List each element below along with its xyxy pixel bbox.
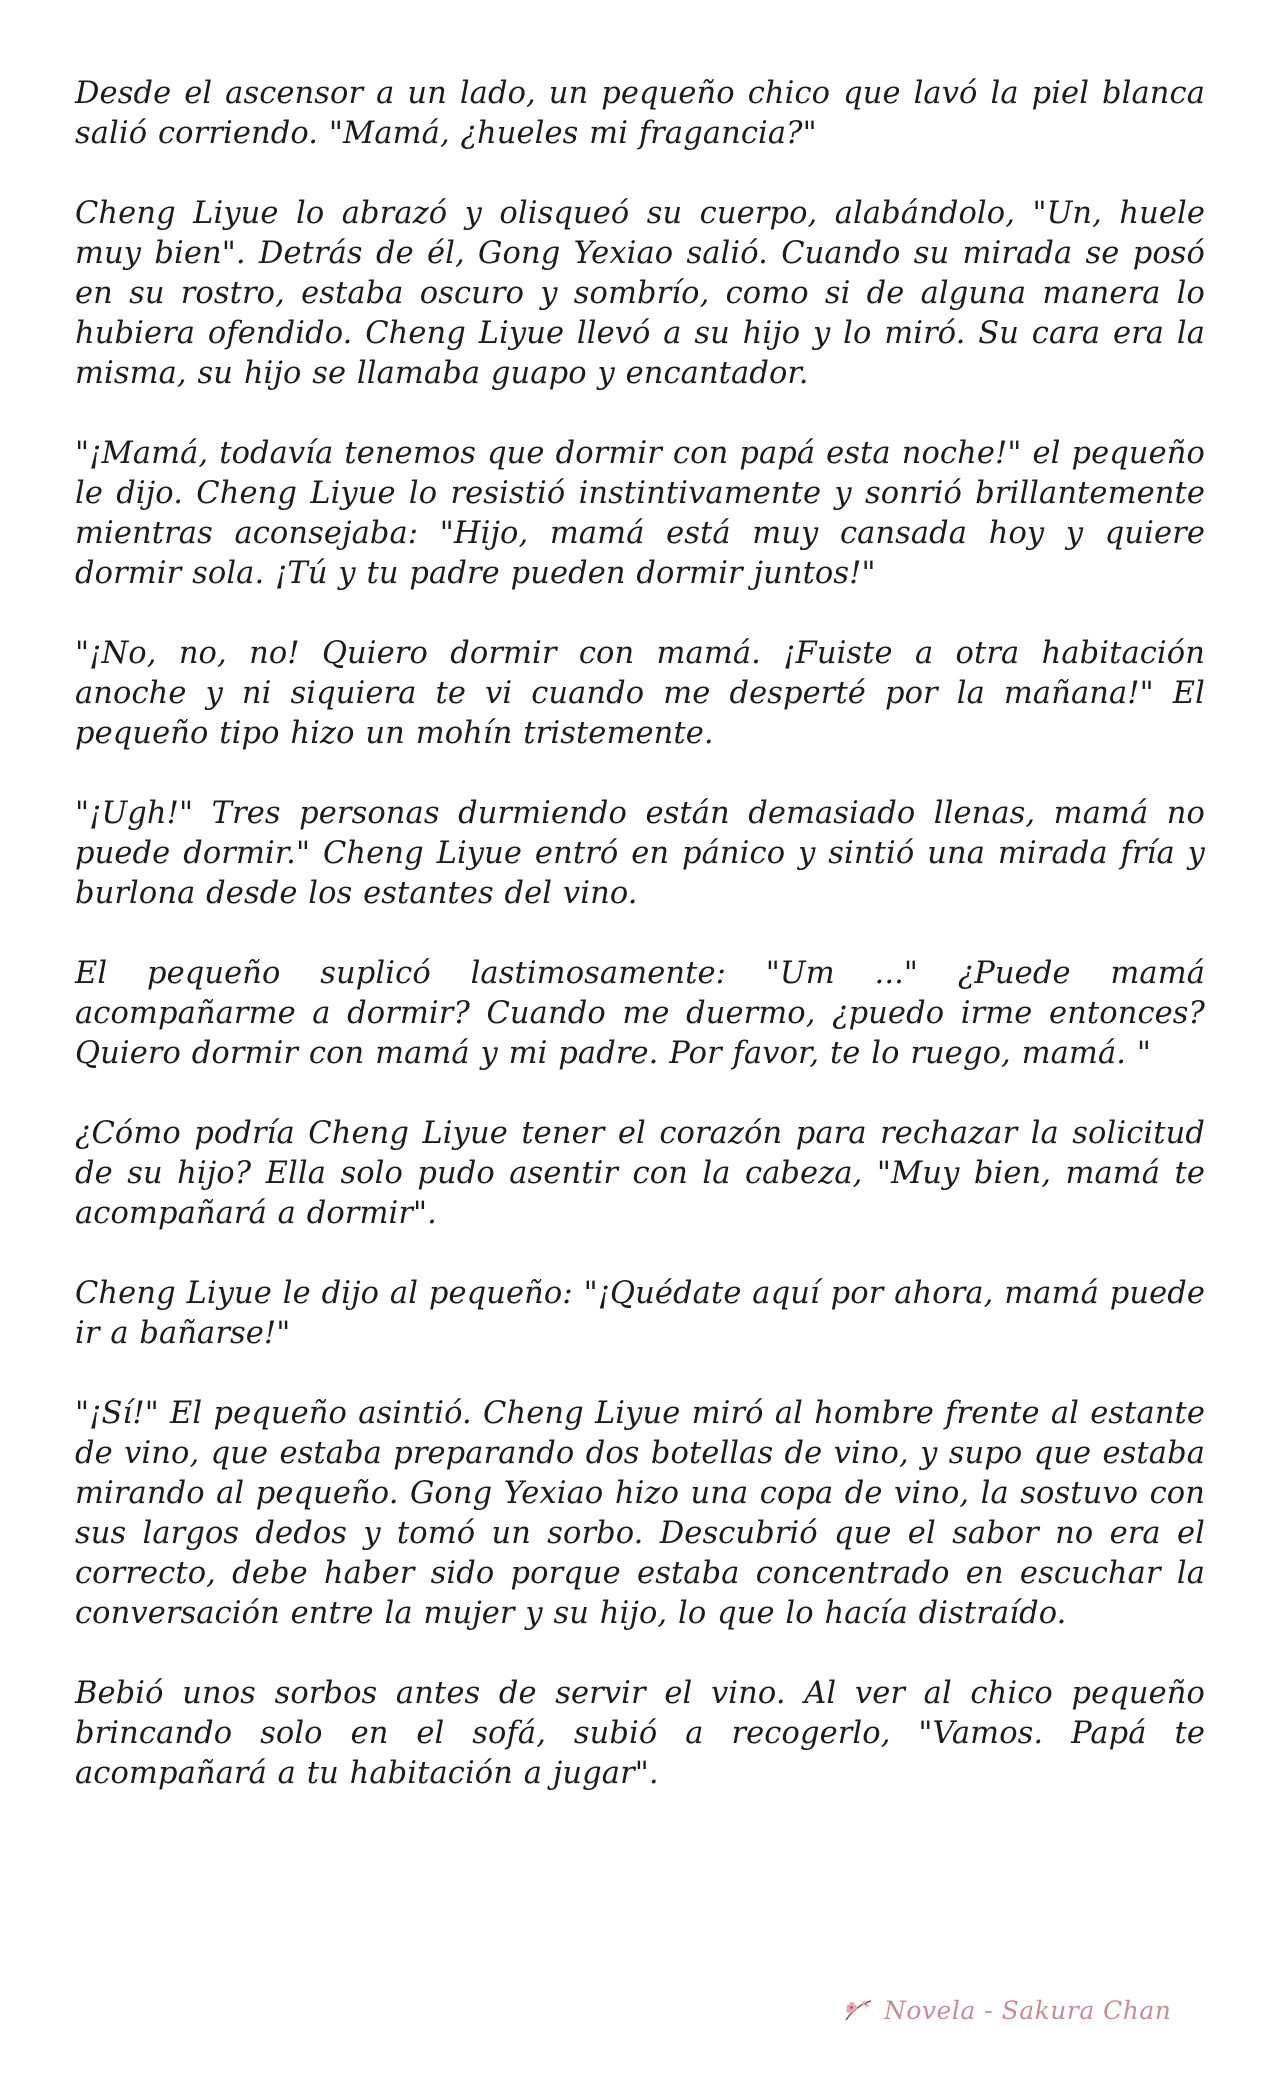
paragraph-7: ¿Cómo podría Cheng Liyue tener el corazón para rechazar la solicitud de su hijo? Ella solo pudo asentir con la cabeza, "Muy bien, mamá te acompañará a dormir".	[75, 1116, 1205, 1231]
paragraph-5: "¡Ugh!" Tres personas durmiendo están demasiado llenas, mamá no puede dormir." Cheng Liyue entró en pánico y sintió una mirada fría y burlona desde los estantes del vino.	[75, 796, 1205, 911]
watermark-text: Novela - Sakura Chan	[884, 1995, 1172, 2025]
paragraph-1: Desde el ascensor a un lado, un pequeño chico que lavó la piel blanca salió corriendo. "Mamá, ¿hueles mi fragancia?"	[75, 76, 1205, 151]
sakura-blossom-icon	[840, 1996, 874, 2024]
paragraph-4: "¡No, no, no! Quiero dormir con mamá. ¡Fuiste a otra habitación anoche y ni siquiera te vi cuando me desperté por la mañana!" El pequeño tipo hizo un mohín tristemente.	[75, 636, 1205, 751]
paragraph-2: Cheng Liyue lo abrazó y olisqueó su cuerpo, alabándolo, "Un, huele muy bien". Detrás de él, Gong Yexiao salió. Cuando su mirada se posó en su rostro, estaba oscuro y sombrío, como si de alguna manera lo hubiera ofendido. Cheng Liyue llevó a su hijo y lo miró. Su cara era la misma, su hijo se llamaba guapo y encantador.	[75, 196, 1205, 391]
story-text	[75, 74, 1205, 1834]
paragraph-8: Cheng Liyue le dijo al pequeño: "¡Quédate aquí por ahora, mamá puede ir a bañarse!"	[75, 1276, 1205, 1351]
paragraph-9: "¡Sí!" El pequeño asintió. Cheng Liyue miró al hombre frente al estante de vino, que estaba preparando dos botellas de vino, y supo que estaba mirando al pequeño. Gong Yexiao hizo una copa de vino, la sostuvo con sus largos dedos y tomó un sorbo. Descubrió que el sabor no era el correcto, debe haber sido porque estaba concentrado en escuchar la conversación entre la mujer y su hijo, lo que lo hacía distraído.	[75, 1396, 1205, 1631]
paragraph-6: El pequeño suplicó lastimosamente: "Um ..." ¿Puede mamá acompañarme a dormir? Cuando me duermo, ¿puedo irme entonces? Quiero dormir con mamá y mi padre. Por favor, te lo ruego, mamá. "	[75, 956, 1205, 1071]
paragraph-3: "¡Mamá, todavía tenemos que dormir con papá esta noche!" el pequeño le dijo. Cheng Liyue lo resistió instintivamente y sonrió brillantemente mientras aconsejaba: "Hijo, mamá está muy cansada hoy y quiere dormir sola. ¡Tú y tu padre pueden dormir juntos!"	[75, 436, 1205, 591]
paragraph-10: Bebió unos sorbos antes de servir el vino. Al ver al chico pequeño brincando solo en el sofá, subió a recogerlo, "Vamos. Papá te acompañará a tu habitación a jugar".	[75, 1676, 1205, 1791]
watermark	[840, 1992, 1171, 2028]
